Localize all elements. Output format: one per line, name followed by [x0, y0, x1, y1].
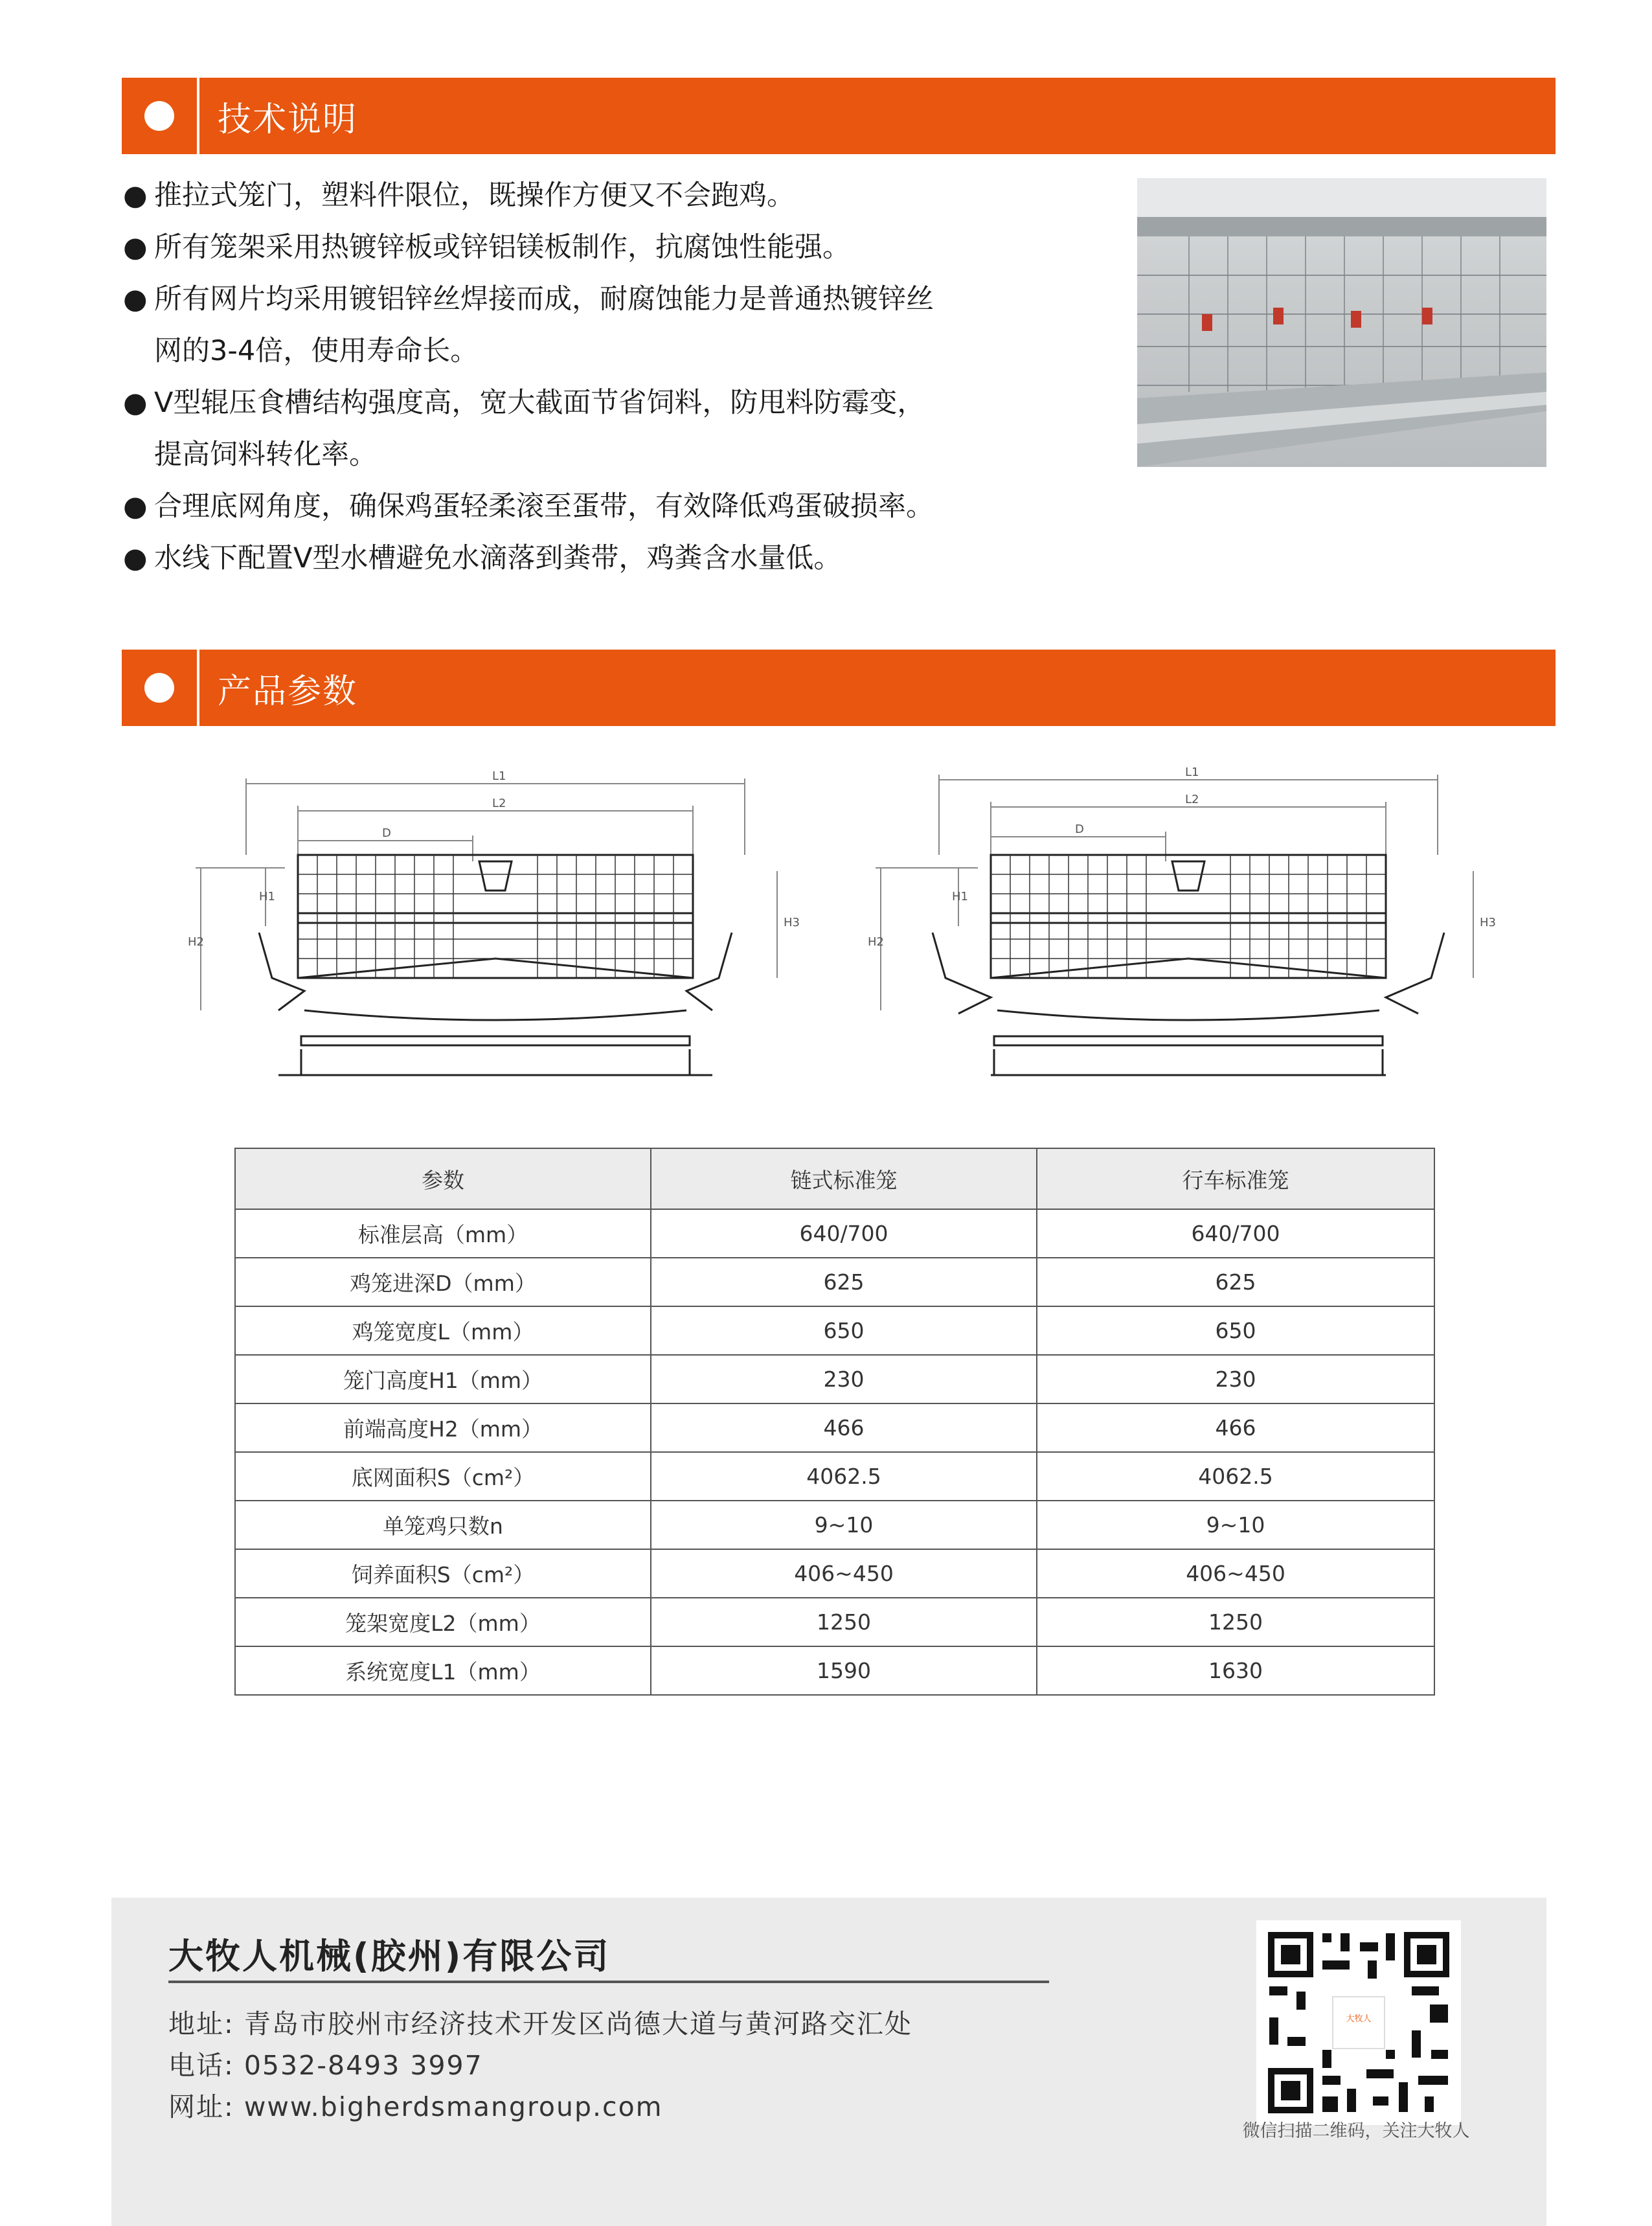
tech-item-continuation: 提高饲料转化率。 [154, 438, 377, 471]
tech-item-continuation: 网的3-4倍，使用寿命长。 [154, 335, 479, 367]
table-row [235, 1646, 1434, 1695]
table-cell: 笼门高度H1（mm） [235, 1355, 651, 1403]
table-cell: 标准层高（mm） [235, 1209, 651, 1258]
company-name: 大牧人机械(胶州)有限公司 [168, 1936, 611, 1977]
table-header-cell: 链式标准笼 [651, 1148, 1037, 1209]
qr-logo-text: 大牧人 [1346, 2014, 1372, 2024]
cage-drawing-right [868, 764, 1502, 1095]
table-row [235, 1306, 1434, 1355]
bullet-circle-icon [122, 78, 199, 154]
dim-label-h3: H3 [1480, 916, 1496, 929]
tech-item: ● 水线下配置V型水槽避免水滴落到粪带，鸡粪含水量低。 [123, 532, 1094, 584]
bullet-circle-icon [122, 650, 199, 726]
table-cell: 406~450 [651, 1549, 1037, 1598]
section-title-params: 产品参数 [218, 672, 358, 711]
dim-label-d: D [382, 826, 391, 840]
table-cell: 系统宽度L1（mm） [235, 1646, 651, 1695]
website-link[interactable]: 网址: www.bigherdsmangroup.com [168, 2091, 663, 2122]
qr-code [1256, 1920, 1461, 2125]
table-cell: 230 [651, 1355, 1037, 1403]
tech-item: ● 合理底网角度，确保鸡蛋轻柔滚至蛋带，有效降低鸡蛋破损率。 [123, 481, 1094, 532]
table-cell: 625 [1037, 1258, 1434, 1306]
section-header-tech [122, 78, 1556, 154]
table-cell: 640/700 [651, 1209, 1037, 1258]
table-cell: 4062.5 [1037, 1452, 1434, 1501]
table-cell: 650 [1037, 1306, 1434, 1355]
tech-item: ● 所有网片均采用镀铝锌丝焊接而成，耐腐蚀能力是普通热镀锌丝 [123, 273, 1094, 325]
section-title-tech: 技术说明 [218, 100, 358, 139]
dim-label-h3: H3 [784, 916, 800, 929]
dim-label-d: D [1075, 823, 1084, 836]
dim-label-l2: L2 [492, 797, 506, 810]
table-cell: 466 [651, 1403, 1037, 1452]
table-cell: 625 [651, 1258, 1037, 1306]
table-row [235, 1452, 1434, 1501]
table-cell: 单笼鸡只数n [235, 1501, 651, 1549]
table-row [235, 1355, 1434, 1403]
dim-label-h2: H2 [868, 935, 884, 949]
table-row [235, 1549, 1434, 1598]
dim-label-h2: H2 [188, 935, 204, 949]
tech-item: ● 所有笼架采用热镀锌板或锌铝镁板制作，抗腐蚀性能强。 [123, 221, 1094, 273]
dim-label-l2: L2 [1185, 793, 1199, 806]
table-row [235, 1258, 1434, 1306]
table-row [235, 1501, 1434, 1549]
table-cell: 1250 [1037, 1598, 1434, 1646]
table-cell: 640/700 [1037, 1209, 1434, 1258]
tech-item: ● V型辊压食槽结构强度高，宽大截面节省饲料，防甩料防霉变， [123, 377, 1094, 429]
table-cell: 406~450 [1037, 1549, 1434, 1598]
table-cell: 650 [651, 1306, 1037, 1355]
table-cell: 饲养面积S（cm²） [235, 1549, 651, 1598]
tech-item: ● 推拉式笼门，塑料件限位，既操作方便又不会跑鸡。 [123, 170, 1094, 221]
table-cell: 230 [1037, 1355, 1434, 1403]
product-photo [1137, 178, 1546, 467]
table-cell: 466 [1037, 1403, 1434, 1452]
table-cell: 鸡笼进深D（mm） [235, 1258, 651, 1306]
table-header-cell: 参数 [235, 1148, 651, 1209]
table-cell: 9~10 [651, 1501, 1037, 1549]
dim-label-l1: L1 [492, 769, 506, 783]
table-cell: 4062.5 [651, 1452, 1037, 1501]
table-cell: 1250 [651, 1598, 1037, 1646]
table-cell: 9~10 [1037, 1501, 1434, 1549]
table-row [235, 1209, 1434, 1258]
table-cell: 笼架宽度L2（mm） [235, 1598, 651, 1646]
dim-label-h1: H1 [259, 890, 275, 903]
footer-divider [168, 1981, 1049, 1983]
table-cell: 前端高度H2（mm） [235, 1403, 651, 1452]
dim-label-l1: L1 [1185, 766, 1199, 779]
table-row [235, 1598, 1434, 1646]
footer [111, 1898, 1546, 2226]
address-text: 地址: 青岛市胶州市经济技术开发区尚德大道与黄河路交汇处 [168, 2008, 912, 2039]
section-header-params [122, 650, 1556, 726]
dim-label-h1: H1 [952, 890, 968, 903]
table-row [235, 1403, 1434, 1452]
table-cell: 1590 [651, 1646, 1037, 1695]
table-cell: 鸡笼宽度L（mm） [235, 1306, 651, 1355]
qr-caption: 微信扫描二维码，关注大牧人 [1242, 2121, 1470, 2141]
table-cell: 底网面积S（cm²） [235, 1452, 651, 1501]
table-header-cell: 行车标准笼 [1037, 1148, 1434, 1209]
cage-drawing-left [175, 764, 809, 1095]
phone-text: 电话: 0532-8493 3997 [168, 2050, 483, 2081]
table-cell: 1630 [1037, 1646, 1434, 1695]
table-header-row [235, 1148, 1434, 1209]
params-table [234, 1148, 1435, 1696]
tech-list [123, 170, 1094, 584]
